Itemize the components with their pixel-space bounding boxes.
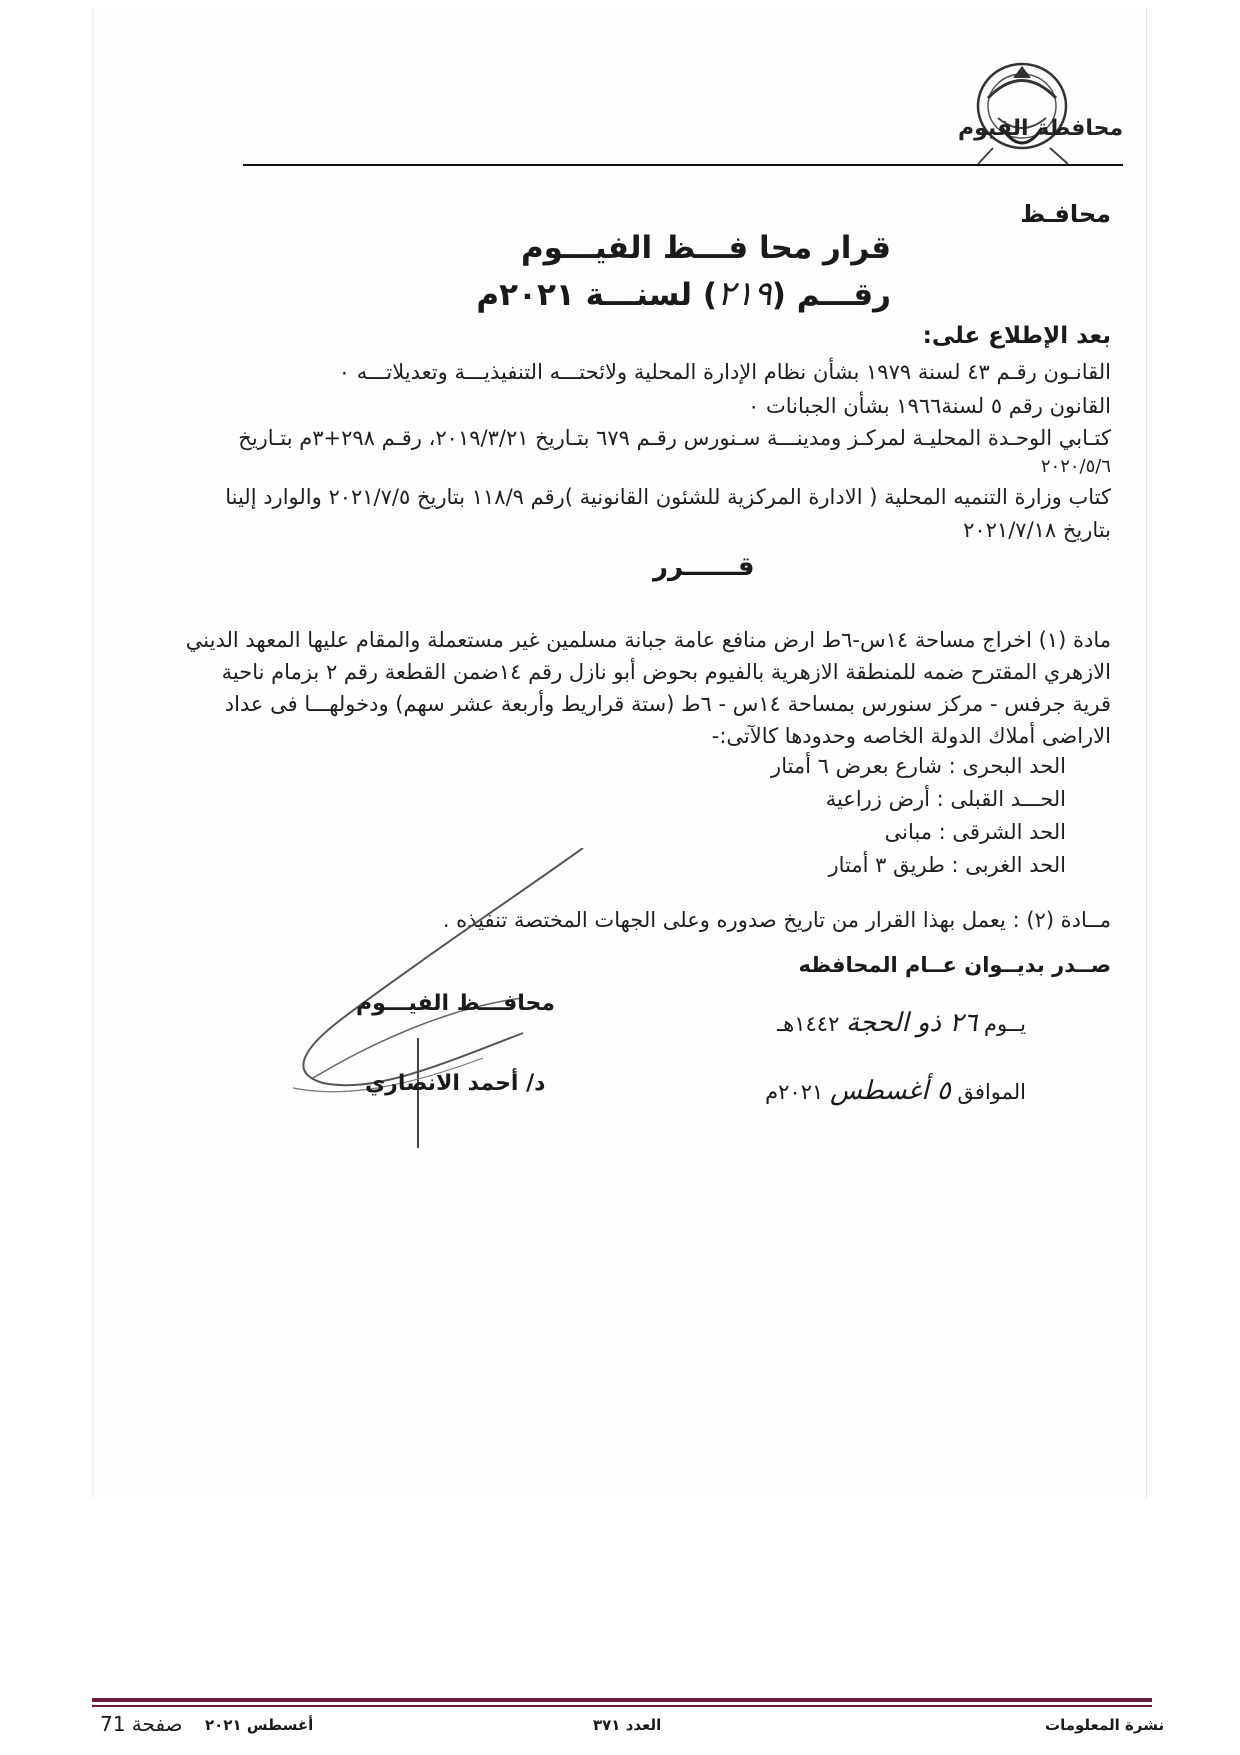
- gregorian-date-prefix: الموافق: [957, 1080, 1026, 1104]
- hijri-date-handwritten: ٢٦ ذو الحجة: [846, 1008, 978, 1038]
- footer-page-number: صفحة 71: [100, 1712, 183, 1736]
- gregorian-year: ٢٠٢١م: [765, 1080, 824, 1104]
- decree-number-handwritten: ٢١٩: [717, 274, 772, 314]
- article-1-line: الازهري المقترح ضمه للمنطقة الازهرية بالفيوم بحوض أبو نازل رقم ١٤ضمن القطعة رقم ٢ بزمام ناحية: [221, 660, 1111, 684]
- preamble-line: القانـون رقـم ٤٣ لسنة ١٩٧٩ بشأن نظام الإدارة المحلية ولائحتـــه التنفيذيـــة وتعديلاتـــه ٠: [338, 360, 1111, 384]
- boundary-north: الحد البحرى : شارع بعرض ٦ أمتار: [771, 754, 1066, 778]
- decree-number-prefix: رقـــم (: [771, 277, 891, 313]
- hijri-year: ١٤٤٢هـ: [777, 1012, 840, 1036]
- footer-publication: نشرة المعلومات: [1045, 1716, 1165, 1734]
- decree-number-line: [476, 274, 891, 314]
- preamble-line: بتاريخ ٢٠٢١/٧/١٨: [963, 518, 1111, 542]
- article-2: مــادة (٢) : يعمل بهذا القرار من تاريخ صدوره وعلى الجهات المختصة تنفيذه .: [442, 908, 1111, 932]
- preamble-line: القانون رقم ٥ لسنة١٩٦٦ بشأن الجبانات ٠: [748, 394, 1111, 418]
- article-1-line: مادة (١) اخراج مساحة ١٤س-٦ط ارض منافع عامة جبانة مسلمين غير مستعملة والمقام عليها المعهد الديني: [185, 628, 1111, 652]
- office-word: محافـظ: [1020, 200, 1111, 228]
- issued-at: صــدر بديــوان عــام المحافظه: [798, 953, 1111, 977]
- footer-issue: العدد ٣٧١: [593, 1716, 662, 1734]
- header-divider: [243, 164, 1123, 166]
- signatory-name: د/ أحمد الانصاري: [365, 1071, 546, 1096]
- decree-number-suffix: ) لسنـــة ٢٠٢١م: [476, 277, 717, 313]
- footer-rule-thin: [92, 1705, 1152, 1707]
- governorate-seal: [958, 58, 1083, 170]
- article-1-line: الاراضى أملاك الدولة الخاصه وحدودها كالآتى:-: [711, 724, 1111, 748]
- article-1-line: قرية جرفس - مركز سنورس بمساحة ١٤س - ٦ط (ستة قراريط وأربعة عشر سهم) ودخولهـــا فى عداد: [224, 692, 1111, 716]
- preamble-heading: بعد الإطلاع على:: [922, 323, 1111, 349]
- decree-title: قرار محا فـــظ الفيـــوم: [520, 230, 891, 266]
- hijri-date-prefix: يــوم: [984, 1012, 1026, 1036]
- seal-text: محافظة الفيوم: [958, 116, 1124, 141]
- signatory-title: محافـــظ الفيـــوم: [356, 991, 556, 1016]
- footer-date: أغسطس ٢٠٢١: [205, 1716, 314, 1734]
- boundary-west: الحد الغربى : طريق ٣ أمتار: [828, 853, 1066, 877]
- preamble-line: ٢٠٢٠/٥/٦: [1040, 456, 1111, 477]
- boundary-east: الحد الشرقى : مبانى: [884, 820, 1066, 844]
- seal-emblem-icon: [958, 58, 1083, 170]
- gregorian-date: [765, 1076, 1026, 1106]
- scanned-document: [92, 8, 1147, 1498]
- preamble-line: كتـابي الوحـدة المحليـة لمركـز ومدينـــة سـنورس رقـم ٦٧٩ بتـاريخ ٢٠١٩/٣/٢١، رقـم ٢٩٨+٣م بتـاريخ: [238, 426, 1111, 450]
- gregorian-date-handwritten: ٥ أغسطس: [829, 1076, 951, 1106]
- hijri-date: [777, 1008, 1026, 1038]
- decree-heading: قــــــرر: [653, 552, 755, 582]
- boundary-south: الحـــد القبلى : أرض زراعية: [825, 787, 1066, 811]
- footer-rule-thick: [92, 1698, 1152, 1702]
- preamble-line: كتاب وزارة التنميه المحلية ( الادارة المركزية للشئون القانونية )رقم ١١٨/٩ بتاريخ ٢٠٢١/٧/٥ والوارد إلينا: [225, 485, 1111, 509]
